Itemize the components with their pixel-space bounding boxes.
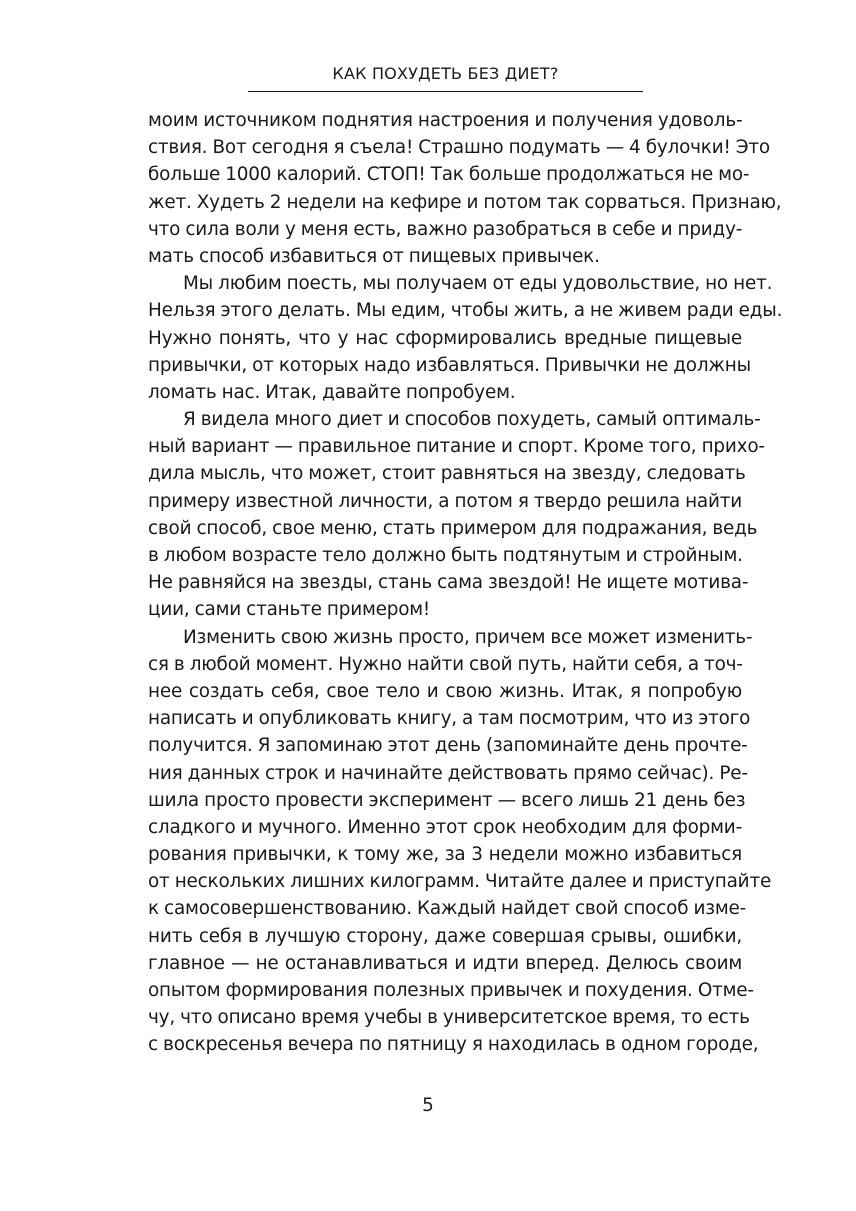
text-line: чу, что описано время учебы в университетское время, то есть (148, 1007, 750, 1029)
text-line: Мы любим поесть, мы получаем от еды удовольствие, но нет. (183, 273, 773, 295)
text-line: от нескольких лишних килограмм. Читайте далее и приступайте (148, 871, 772, 893)
text-line: ции, сами станьте примером! (148, 599, 431, 621)
text-line: дила мысль, что может, стоит равняться на звезду, следовать (148, 463, 746, 485)
text-line: свой способ, свое меню, стать примером для подражания, ведь (148, 517, 758, 539)
text-line: больше 1000 калорий. СТОП! Так больше продолжаться не мо- (148, 164, 750, 186)
text-line: ломать нас. Итак, давайте попробуем. (148, 381, 516, 403)
text-line: моим источником поднятия настроения и получения удоволь- (148, 110, 743, 131)
text-line: получится. Я запоминаю этот день (запоминайте день прочте- (148, 735, 748, 757)
text-line: шила просто провести эксперимент — всего лишь 21 день без (148, 789, 746, 811)
running-head: КАК ПОХУДЕТЬ БЕЗ ДИЕТ? (332, 64, 559, 83)
text-line: Изменить свою жизнь просто, причем все может изменить- (183, 626, 753, 648)
text-line: нить себя в лучшую сторону, даже совершая срывы, ошибки, (148, 925, 742, 947)
text-line: Не равняйся на звезды, стань сама звездой! Не ищете мотива- (148, 572, 749, 594)
text-line: ствия. Вот сегодня я съела! Страшно подумать — 4 булочки! Это (148, 137, 770, 159)
text-line: привычки, от которых надо избавляться. Привычки не должны (148, 354, 751, 376)
text-line: жет. Худеть 2 недели на кефире и потом так сорваться. Признаю, (148, 191, 782, 213)
running-head-rule (248, 91, 643, 92)
text-line: сладкого и мучного. Именно этот срок необходим для форми- (148, 816, 742, 838)
text-line: Я видела много диет и способов похудеть, самый оптималь- (183, 409, 761, 431)
text-line: нее создать себя, свое тело и свою жизнь. Итак, я попробую (148, 680, 742, 702)
text-line: что сила воли у меня есть, важно разобраться в себе и приду- (148, 218, 743, 240)
text-line: с воскресенья вечера по пятницу я находилась в одном городе, (148, 1034, 759, 1056)
text-line: главное — не останавливаться и идти вперед. Делюсь своим (148, 952, 742, 974)
text-line: ния данных строк и начинайте действовать прямо сейчас). Ре- (148, 762, 748, 784)
text-line: к самосовершенствованию. Каждый найдет свой способ изме- (148, 898, 747, 920)
text-line: ный вариант — правильное питание и спорт. Кроме того, прихо- (148, 436, 765, 458)
text-line: написать и опубликовать книгу, а там посмотрим, что из этого (148, 708, 751, 730)
page-number: 5 (422, 1095, 434, 1116)
text-line: опытом формирования полезных привычек и похудения. Отме- (148, 980, 754, 1001)
text-line: примеру известной личности, а потом я твердо решила найти (148, 490, 742, 512)
text-line: Нельзя этого делать. Мы едим, чтобы жить, а не живем ради еды. (148, 300, 783, 322)
text-line: Нужно понять, что у нас сформировались вредные пищевые (148, 327, 742, 349)
text-line: ся в любой момент. Нужно найти свой путь, найти себя, а точ- (148, 653, 743, 675)
text-line: рования привычки, к тому же, за 3 недели можно избавиться (148, 844, 742, 866)
body-text (148, 107, 783, 1059)
text-line: в любом возрасте тело должно быть подтянутым и стройным. (148, 545, 743, 566)
text-line: мать способ избавиться от пищевых привычек. (148, 245, 600, 267)
